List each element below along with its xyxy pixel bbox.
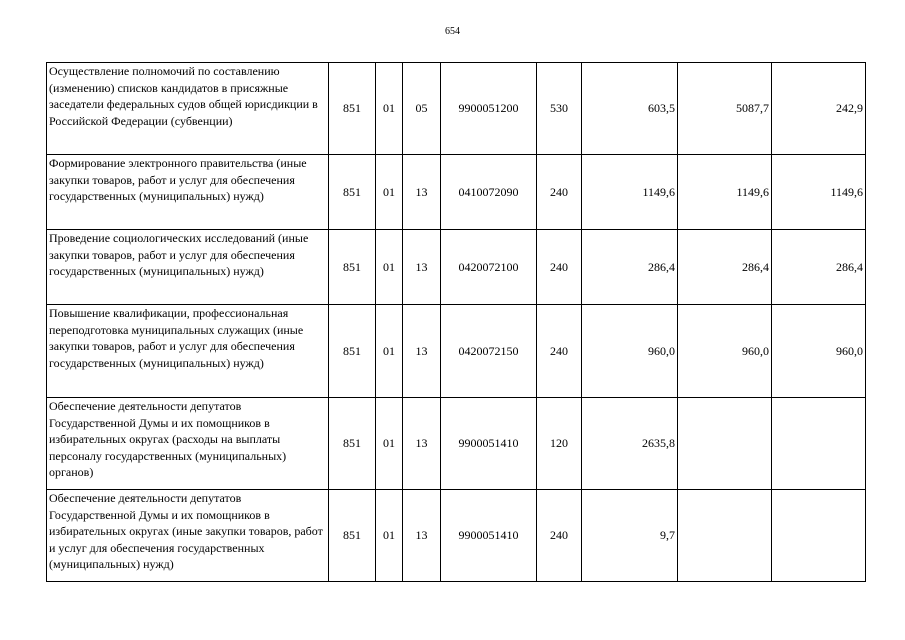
table-row (47, 398, 866, 490)
amount-3: 1149,6 (772, 155, 866, 230)
amount-1: 286,4 (582, 230, 678, 305)
ministry-code: 851 (329, 490, 376, 582)
table-row (47, 155, 866, 230)
expense-type-code: 120 (537, 398, 582, 490)
amount-1: 603,5 (582, 63, 678, 155)
target-article-code: 9900051410 (441, 398, 537, 490)
amount-3: 286,4 (772, 230, 866, 305)
expense-type-code: 240 (537, 305, 582, 398)
amount-2: 1149,6 (678, 155, 772, 230)
budget-table (46, 62, 866, 582)
subsection-code: 05 (403, 63, 441, 155)
amount-3: 960,0 (772, 305, 866, 398)
section-code: 01 (376, 230, 403, 305)
subsection-code: 13 (403, 305, 441, 398)
amount-1: 960,0 (582, 305, 678, 398)
subsection-code: 13 (403, 230, 441, 305)
amount-2: 286,4 (678, 230, 772, 305)
target-article-code: 0410072090 (441, 155, 537, 230)
ministry-code: 851 (329, 305, 376, 398)
ministry-code: 851 (329, 155, 376, 230)
amount-3 (772, 398, 866, 490)
section-code: 01 (376, 155, 403, 230)
table-row (47, 305, 866, 398)
ministry-code: 851 (329, 230, 376, 305)
table-row (47, 63, 866, 155)
page-number: 654 (445, 26, 460, 37)
row-description: Обеспечение деятельности депутатов Государственной Думы и их помощников в избирательных округах (иные закупки товаров, работ и услуг для обеспечения государственных (муниципальных) нужд) (47, 490, 329, 582)
table-row (47, 490, 866, 582)
target-article-code: 9900051410 (441, 490, 537, 582)
section-code: 01 (376, 490, 403, 582)
amount-1: 1149,6 (582, 155, 678, 230)
table-row (47, 230, 866, 305)
subsection-code: 13 (403, 155, 441, 230)
subsection-code: 13 (403, 398, 441, 490)
ministry-code: 851 (329, 63, 376, 155)
amount-2: 960,0 (678, 305, 772, 398)
expense-type-code: 530 (537, 63, 582, 155)
target-article-code: 9900051200 (441, 63, 537, 155)
expense-type-code: 240 (537, 155, 582, 230)
ministry-code: 851 (329, 398, 376, 490)
amount-2 (678, 490, 772, 582)
amount-1: 2635,8 (582, 398, 678, 490)
row-description: Осуществление полномочий по составлению (изменению) списков кандидатов в присяжные заседатели федеральных судов общей юрисдикции в Российской Федерации (субвенции) (47, 63, 329, 155)
subsection-code: 13 (403, 490, 441, 582)
section-code: 01 (376, 305, 403, 398)
target-article-code: 0420072100 (441, 230, 537, 305)
amount-2 (678, 398, 772, 490)
amount-2: 5087,7 (678, 63, 772, 155)
expense-type-code: 240 (537, 490, 582, 582)
row-description: Повышение квалификации, профессиональная переподготовка муниципальных служащих (иные закупки товаров, работ и услуг для обеспечения государственных (муниципальных) нужд) (47, 305, 329, 398)
amount-1: 9,7 (582, 490, 678, 582)
section-code: 01 (376, 398, 403, 490)
row-description: Формирование электронного правительства (иные закупки товаров, работ и услуг для обеспечения государственных (муниципальных) нужд) (47, 155, 329, 230)
row-description: Проведение социологических исследований (иные закупки товаров, работ и услуг для обеспечения государственных (муниципальных) нужд) (47, 230, 329, 305)
expense-type-code: 240 (537, 230, 582, 305)
row-description: Обеспечение деятельности депутатов Государственной Думы и их помощников в избирательных округах (расходы на выплаты персоналу государственных (муниципальных) органов) (47, 398, 329, 490)
amount-3: 242,9 (772, 63, 866, 155)
section-code: 01 (376, 63, 403, 155)
amount-3 (772, 490, 866, 582)
target-article-code: 0420072150 (441, 305, 537, 398)
